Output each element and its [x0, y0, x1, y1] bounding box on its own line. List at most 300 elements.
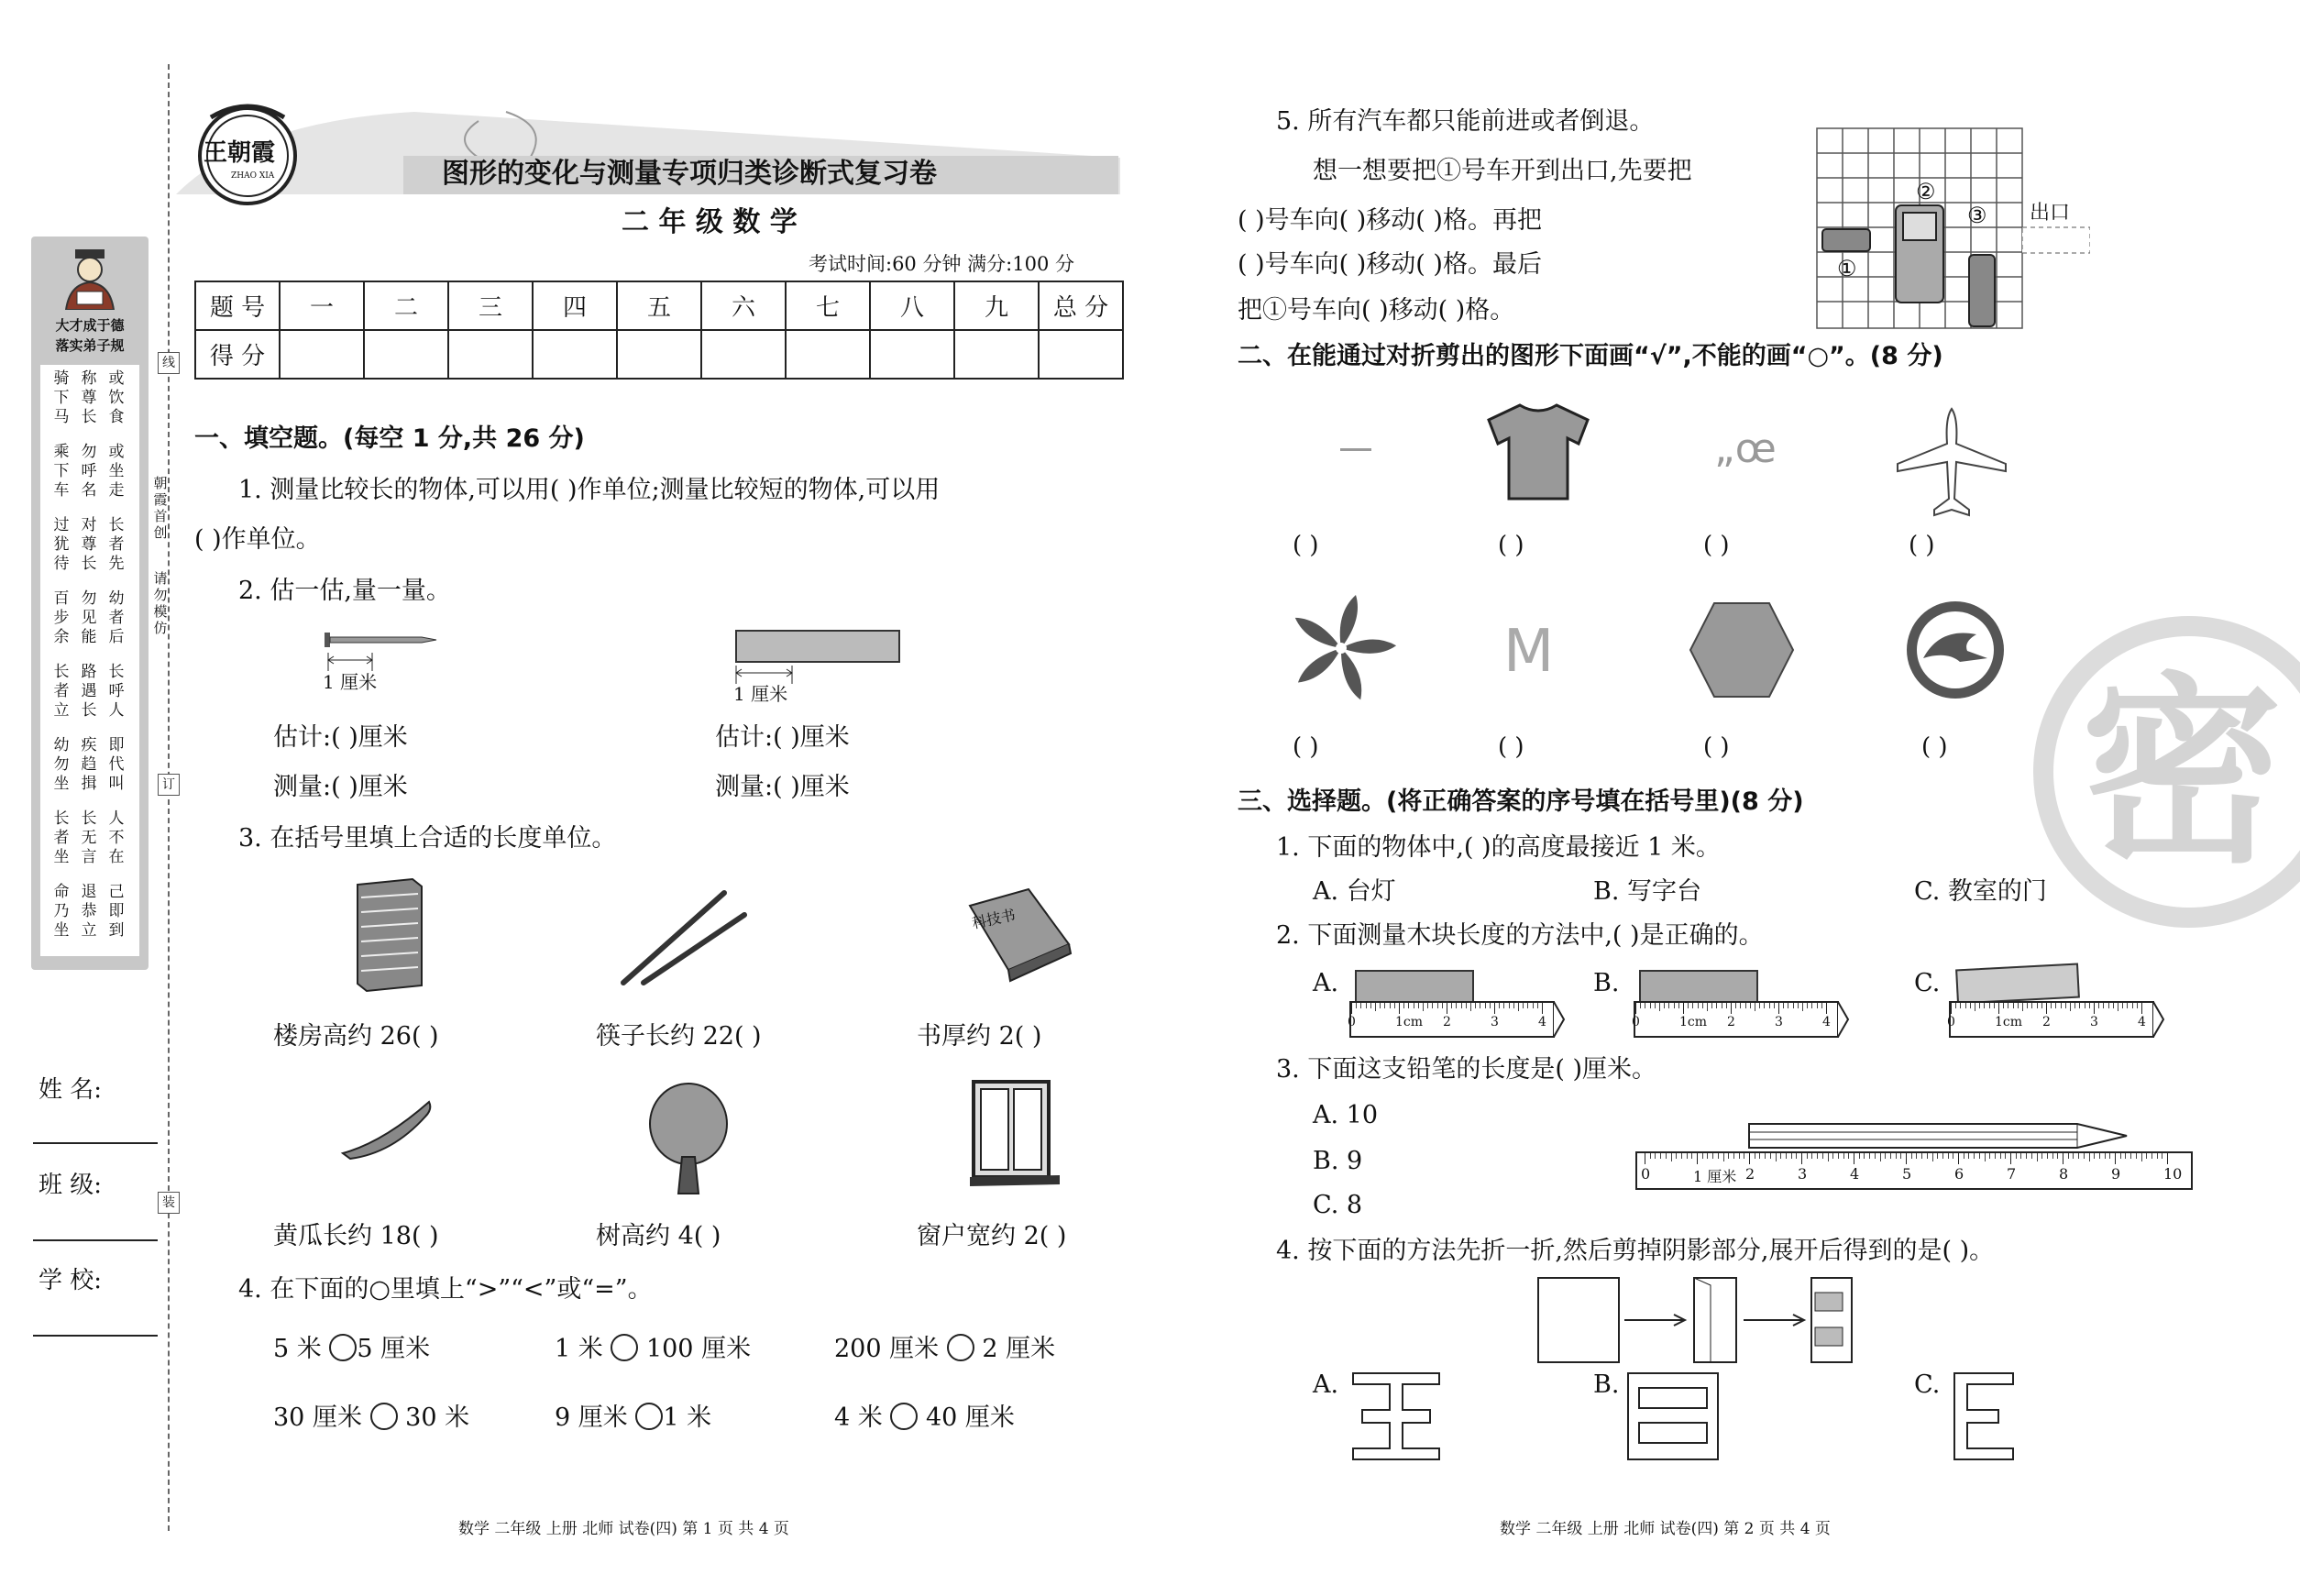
ruler-minor-tick — [1791, 1153, 1792, 1159]
proverb-column: 长者坐 — [53, 809, 70, 866]
ruler-minor-tick — [1783, 1003, 1784, 1008]
ruler-minor-tick — [1490, 1003, 1491, 1008]
ruler-minor-tick — [1911, 1153, 1912, 1159]
ruler-minor-tick — [2105, 1153, 2106, 1159]
ruler-minor-tick — [1994, 1003, 1995, 1008]
s3-q1-option[interactable]: B. 写字台 — [1593, 877, 1702, 906]
ruler-minor-tick — [2089, 1003, 2090, 1008]
ruler-minor-tick — [1916, 1153, 1917, 1159]
ruler-minor-tick — [1811, 1003, 1812, 1008]
class-field[interactable] — [33, 1239, 158, 1241]
m-letter: M — [1503, 618, 1555, 686]
ruler-tick-label: 3 — [1798, 1165, 1808, 1183]
ruler-minor-tick — [2031, 1003, 2032, 1008]
proverb-column: 疾趋揖 — [81, 736, 97, 793]
ruler-minor-tick — [1798, 1003, 1799, 1008]
logo-small-text: ZHAO XIA — [231, 171, 275, 181]
ruler-minor-tick — [2146, 1153, 2147, 1159]
table-header-cell: 一 — [280, 281, 364, 330]
footer-page1: 数学 二年级 上册 北师 试卷(四) 第 1 页 共 4 页 — [458, 1520, 789, 1538]
ruler-minor-tick — [1927, 1153, 1928, 1159]
ruler-minor-tick — [1499, 1003, 1500, 1008]
name-field[interactable] — [33, 1142, 158, 1144]
table-header-cell: 三 — [448, 281, 533, 330]
compare-item: 5 米 5 厘米 — [273, 1335, 431, 1363]
ruler-minor-tick — [1807, 1003, 1808, 1008]
ruler-ticks — [1947, 1003, 2151, 1036]
compare-circle[interactable] — [370, 1403, 398, 1430]
ruler-minor-tick — [1408, 1003, 1409, 1008]
ruler-minor-tick — [1937, 1153, 1938, 1159]
ruler-minor-tick — [1650, 1153, 1651, 1159]
q3-item: 楼房高约 26( ) — [273, 1022, 439, 1051]
ruler-minor-tick — [1509, 1003, 1510, 1008]
answer-blank[interactable]: ( ) — [1703, 733, 1730, 761]
s3-q2-option[interactable]: B. — [1593, 969, 1620, 997]
ruler-tick — [1351, 1003, 1352, 1014]
car-2 — [1896, 205, 1943, 303]
score-table-score-row — [195, 330, 1123, 379]
ruler-minor-tick — [2027, 1003, 2028, 1008]
ruler-minor-tick — [1989, 1003, 1990, 1008]
ruler-minor-tick — [2037, 1153, 2038, 1161]
ruler-tick-label: 1cm — [1995, 1015, 2023, 1029]
score-table-header-row — [195, 281, 1123, 330]
answer-blank[interactable]: ( ) — [1293, 532, 1319, 559]
s3-q1-option[interactable]: C. 教室的门 — [1914, 877, 2047, 906]
ruler-minor-tick — [1437, 1003, 1438, 1008]
q5-line: 把①号车向( )移动( )格。 — [1238, 296, 1515, 325]
s3-q4: 4. 按下面的方法先折一折,然后剪掉阴影部分,展开后得到的是( )。 — [1276, 1237, 1995, 1265]
ruler-minor-tick — [1360, 1003, 1361, 1008]
exit-label: 出口 — [2030, 202, 2071, 225]
score-cell[interactable] — [280, 330, 364, 379]
proverb-column: 长者先 — [108, 516, 125, 573]
ruler-minor-tick — [1817, 1153, 1818, 1159]
ruler-minor-tick — [1380, 1003, 1381, 1008]
ruler-minor-tick — [1726, 1003, 1727, 1008]
q1-line1: 1. 测量比较长的物体,可以用( )作单位;测量比较短的物体,可以用 — [238, 476, 941, 504]
proverb-column: 长无言 — [81, 809, 97, 866]
s3-q1-option[interactable]: A. 台灯 — [1313, 877, 1396, 906]
section1-title: 一、填空题。(每空 1 分,共 26 分) — [194, 424, 585, 453]
proverb-column: 己即到 — [108, 883, 125, 940]
ruler-minor-tick — [1640, 1003, 1641, 1008]
ruler-minor-tick — [1375, 1003, 1376, 1011]
ruler-minor-tick — [1770, 1153, 1771, 1159]
ruler-minor-tick — [1666, 1153, 1667, 1159]
car-label: ① — [1837, 256, 1857, 281]
row-label-cell: 得 分 — [195, 330, 280, 379]
ruler-minor-tick — [2022, 1003, 2023, 1011]
ruler-tick — [1683, 1003, 1684, 1014]
ruler-tick-label: 0 — [1947, 1015, 1955, 1029]
score-cell[interactable] — [1039, 330, 1123, 379]
compare-item: 30 厘米 30 米 — [273, 1403, 470, 1432]
ruler-tick — [1399, 1003, 1400, 1014]
proverb-column: 乘下车 — [53, 443, 70, 500]
ruler-minor-tick — [1366, 1003, 1367, 1008]
watermark-char: 密 — [2081, 655, 2283, 890]
ruler-minor-tick — [2037, 1003, 2038, 1008]
ruler-minor-tick — [1461, 1003, 1462, 1008]
ruler-tick-label: 2 — [1745, 1165, 1755, 1183]
ruler-tick-label: 4 — [1850, 1165, 1860, 1183]
ruler-minor-tick — [2026, 1153, 2027, 1159]
ruler-tick — [1749, 1153, 1750, 1164]
ruler-tick-label: 3 — [1491, 1015, 1499, 1029]
ruler-minor-tick — [1466, 1003, 1467, 1008]
ruler-minor-tick — [2125, 1153, 2126, 1159]
ruler-tick — [1778, 1003, 1779, 1014]
ruler-minor-tick — [2151, 1153, 2152, 1159]
compare-item: 1 米 100 厘米 — [555, 1335, 752, 1363]
ruler-tick — [2046, 1003, 2047, 1014]
ruler-minor-tick — [1698, 1003, 1699, 1008]
ruler-minor-tick — [1859, 1153, 1860, 1159]
ruler-minor-tick — [1688, 1003, 1689, 1008]
fold-mark: 订 — [158, 774, 180, 796]
score-cell[interactable] — [870, 330, 954, 379]
ruler-minor-tick — [1885, 1153, 1886, 1159]
ruler-minor-tick — [1869, 1153, 1870, 1159]
ruler-minor-tick — [1780, 1153, 1781, 1159]
compare-circle[interactable] — [890, 1403, 918, 1430]
ruler-minor-tick — [1769, 1003, 1770, 1008]
score-table — [194, 281, 1124, 380]
ruler-tick-label: 3 — [1775, 1015, 1783, 1029]
bauhinia-icon — [1283, 590, 1399, 706]
ruler-minor-tick — [1659, 1003, 1660, 1011]
ruler-minor-tick — [2079, 1003, 2080, 1008]
ruler-minor-tick — [1475, 1003, 1476, 1008]
ruler-minor-tick — [2070, 1003, 2071, 1011]
ruler-minor-tick — [1759, 1003, 1760, 1008]
ruler-minor-tick — [2061, 1003, 2062, 1008]
score-cell[interactable] — [786, 330, 870, 379]
ruler-minor-tick — [2074, 1003, 2075, 1008]
proverb-column: 称尊长 — [81, 369, 97, 426]
q4-title: 4. 在下面的○里填上“>”“<”或“=”。 — [238, 1275, 653, 1304]
ruler-minor-tick — [1807, 1153, 1808, 1159]
vertical-note: 朝霞首创 — [153, 475, 168, 541]
ruler-minor-tick — [1765, 1153, 1766, 1159]
ruler-tick — [1826, 1003, 1827, 1014]
ruler-minor-tick — [2020, 1153, 2021, 1159]
school-field[interactable] — [33, 1335, 158, 1337]
score-cell[interactable] — [533, 330, 617, 379]
ruler-minor-tick — [2005, 1153, 2006, 1159]
ruler-minor-tick — [2122, 1003, 2123, 1008]
compare-item: 9 厘米 1 米 — [555, 1403, 712, 1432]
ruler-minor-tick — [1890, 1153, 1891, 1159]
ruler-minor-tick — [1712, 1153, 1713, 1159]
proverb-column: 勿见能 — [81, 589, 97, 646]
ruler-tick — [2094, 1003, 2095, 1014]
skoda-logo-icon — [1903, 598, 2008, 702]
answer-blank[interactable]: ( ) — [1293, 733, 1319, 761]
ruler-minor-tick — [1650, 1003, 1651, 1008]
proverb-column: 人不在 — [108, 809, 125, 866]
ruler-minor-tick — [1989, 1153, 1990, 1159]
ruler-minor-tick — [1681, 1153, 1682, 1159]
ruler-tick — [2167, 1153, 2168, 1164]
ruler-minor-tick — [1671, 1153, 1672, 1161]
measure-1: 测量:( )厘米 — [273, 773, 408, 801]
s3-q2-option[interactable]: C. — [1914, 969, 1941, 997]
ruler-minor-tick — [1793, 1003, 1794, 1008]
ruler-minor-tick — [2073, 1153, 2074, 1159]
ruler-minor-tick — [2047, 1153, 2048, 1159]
pencil-icon — [1747, 1120, 2132, 1151]
long-ruler-ticks — [1641, 1153, 2183, 1190]
class-label: 班 级: — [39, 1172, 103, 1199]
wood-block — [1639, 970, 1758, 1005]
oe-letters: „œ — [1714, 425, 1777, 472]
ruler-tick — [2010, 1153, 2011, 1164]
ruler-tick-label: 4 — [1538, 1015, 1546, 1029]
score-cell[interactable] — [364, 330, 448, 379]
q3-item: 筷子长约 22( ) — [596, 1022, 762, 1051]
ruler-minor-tick — [1427, 1003, 1428, 1008]
ruler-tick-label: 2 — [1727, 1015, 1735, 1029]
ruler-minor-tick — [1370, 1003, 1371, 1008]
ruler-tick-label: 4 — [1822, 1015, 1831, 1029]
s3-q3-option[interactable]: A. 10 — [1313, 1101, 1379, 1129]
table-header-cell: 八 — [870, 281, 954, 330]
ruler-tick — [1494, 1003, 1495, 1014]
ruler-tick-label: 0 — [1348, 1015, 1356, 1029]
proverb-column: 对尊长 — [81, 516, 97, 573]
compare-circle[interactable] — [611, 1334, 638, 1361]
ruler-minor-tick — [1442, 1003, 1443, 1008]
wood-block — [1955, 963, 2080, 1005]
proverb-column: 幼勿坐 — [53, 736, 70, 793]
ruler-minor-tick — [2055, 1003, 2056, 1008]
ruler-minor-tick — [1960, 1003, 1961, 1008]
ruler-minor-tick — [1655, 1003, 1656, 1008]
ruler-minor-tick — [1995, 1153, 1996, 1159]
proverb-column: 路遇长 — [81, 663, 97, 720]
s3-q4-option[interactable]: B. — [1593, 1370, 1620, 1399]
scholar-icon — [53, 244, 127, 310]
ruler-tick — [1998, 1003, 1999, 1014]
ruler-minor-tick — [1418, 1003, 1419, 1008]
ruler-minor-tick — [1942, 1153, 1943, 1159]
q3-title: 3. 在括号里填上合适的长度单位。 — [238, 824, 617, 853]
ruler-minor-tick — [1456, 1003, 1457, 1008]
proverb-column: 勿呼名 — [81, 443, 97, 500]
ruler-minor-tick — [2013, 1003, 2014, 1008]
ruler-minor-tick — [1687, 1153, 1688, 1159]
table-header-cell: 总 分 — [1039, 281, 1123, 330]
fold-mark: 装 — [158, 1192, 180, 1214]
ruler-minor-tick — [2051, 1003, 2052, 1008]
ruler-minor-tick — [1674, 1003, 1675, 1008]
binding-dashed-line — [168, 64, 170, 1531]
answer-blank[interactable]: ( ) — [1921, 733, 1948, 761]
ruler-minor-tick — [2016, 1153, 2017, 1159]
ruler-minor-tick — [1955, 1003, 1956, 1008]
ruler-tick — [1731, 1003, 1732, 1014]
ruler-minor-tick — [1384, 1003, 1385, 1008]
cucumber-icon — [337, 1096, 438, 1161]
ruler-minor-tick — [1843, 1153, 1844, 1159]
q5-line: ( )号车向( )移动( )格。最后 — [1238, 250, 1542, 279]
ruler-minor-tick — [1948, 1153, 1949, 1159]
s3-q4-option[interactable]: C. — [1914, 1370, 1941, 1399]
ruler-tick-label: 2 — [1443, 1015, 1451, 1029]
ruler-minor-tick — [1702, 1003, 1703, 1008]
compare-circle[interactable] — [329, 1334, 357, 1361]
ruler-minor-tick — [1764, 1003, 1765, 1008]
ruler-ticks — [1348, 1003, 1551, 1036]
answer-blank[interactable]: ( ) — [1909, 532, 1935, 559]
ruler-minor-tick — [1984, 1003, 1985, 1008]
ruler-minor-tick — [1692, 1003, 1693, 1008]
ruler-minor-tick — [2003, 1003, 2004, 1008]
ruler-minor-tick — [1664, 1003, 1665, 1008]
ruler-minor-tick — [2041, 1003, 2042, 1008]
s3-q1: 1. 下面的物体中,( )的高度最接近 1 米。 — [1276, 833, 1721, 862]
ruler-minor-tick — [1811, 1153, 1812, 1159]
ruler-tick-label: 9 — [2111, 1165, 2121, 1183]
ruler-minor-tick — [2065, 1003, 2066, 1008]
car-label: ② — [1916, 179, 1936, 204]
q2-title: 2. 估一估,量一量。 — [238, 577, 451, 605]
q3-item: 树高约 4( ) — [596, 1222, 721, 1250]
compare-item: 200 厘米 2 厘米 — [834, 1335, 1056, 1363]
ruler-tick — [2115, 1153, 2116, 1164]
answer-blank[interactable]: ( ) — [1703, 532, 1730, 559]
ruler-minor-tick — [1518, 1003, 1519, 1011]
ruler-tick-label: 5 — [1902, 1165, 1912, 1183]
ruler-minor-tick — [2136, 1153, 2137, 1159]
ruler-minor-tick — [1970, 1003, 1971, 1008]
ruler-minor-tick — [1875, 1153, 1876, 1159]
q3-item: 书厚约 2( ) — [917, 1022, 1042, 1051]
ruler-minor-tick — [1470, 1003, 1471, 1011]
s3-q3-option[interactable]: C. 8 — [1313, 1191, 1363, 1219]
proverb-column: 或饮食 — [108, 369, 125, 426]
ruler-tick-label: 7 — [2007, 1165, 2017, 1183]
building-icon — [348, 875, 431, 995]
logo-text: 王朝霞 — [204, 139, 276, 167]
s3-q3-option[interactable]: B. 9 — [1313, 1147, 1363, 1175]
option-c-shape — [1953, 1371, 2017, 1463]
ruler-tick — [1542, 1003, 1543, 1014]
ruler-ticks — [1632, 1003, 1835, 1036]
ruler-minor-tick — [1979, 1003, 1980, 1008]
s3-q4-option[interactable]: A. — [1313, 1370, 1339, 1399]
proverb-column: 幼者后 — [108, 589, 125, 646]
compare-circle[interactable] — [947, 1334, 974, 1361]
answer-blank[interactable]: ( ) — [1498, 532, 1524, 559]
ruler-minor-tick — [1537, 1003, 1538, 1008]
ruler-minor-tick — [1655, 1153, 1656, 1159]
ruler-minor-tick — [1394, 1003, 1395, 1008]
compare-circle[interactable] — [635, 1403, 663, 1430]
estimate-1: 估计:( )厘米 — [273, 723, 408, 752]
ruler-minor-tick — [2103, 1003, 2104, 1008]
proverb-column: 命乃坐 — [53, 883, 70, 940]
table-header-cell: 五 — [617, 281, 701, 330]
ruler-minor-tick — [1821, 1003, 1822, 1008]
motto-line: 落实弟子规 — [55, 337, 125, 354]
ruler-minor-tick — [1668, 1003, 1669, 1008]
score-cell[interactable] — [448, 330, 533, 379]
ruler-minor-tick — [1796, 1153, 1797, 1159]
ruler-minor-tick — [2132, 1003, 2133, 1008]
ruler-minor-tick — [1932, 1153, 1933, 1161]
s3-q2: 2. 下面测量木块长度的方法中,( )是正确的。 — [1276, 921, 1764, 950]
ruler-minor-tick — [1880, 1153, 1881, 1161]
answer-blank[interactable]: ( ) — [1498, 733, 1524, 761]
car-3 — [1969, 255, 1995, 326]
chopsticks-icon — [616, 887, 754, 988]
ruler-minor-tick — [1776, 1153, 1777, 1161]
ruler-tick — [2141, 1003, 2142, 1014]
ruler-minor-tick — [1740, 1003, 1741, 1008]
ruler-minor-tick — [1745, 1003, 1746, 1008]
ruler-minor-tick — [2141, 1153, 2142, 1161]
score-cell[interactable] — [617, 330, 701, 379]
vertical-note: 请勿模仿 — [153, 570, 168, 636]
ruler-tick-label: 3 — [2090, 1015, 2098, 1029]
ruler-minor-tick — [2127, 1003, 2128, 1008]
car-label: ③ — [1967, 203, 1987, 228]
s3-q2-option[interactable]: A. — [1313, 969, 1339, 997]
ruler-minor-tick — [2137, 1003, 2138, 1008]
ruler-tick-label: 0 — [1641, 1165, 1651, 1183]
ruler-minor-tick — [1676, 1153, 1677, 1159]
unit-label-2: 1 厘米 — [733, 683, 788, 705]
proverb-column: 或坐走 — [108, 443, 125, 500]
ruler-tick-label: 6 — [1954, 1165, 1964, 1183]
ruler-minor-tick — [1356, 1003, 1357, 1008]
ruler-minor-tick — [1527, 1003, 1528, 1008]
fold-diagram — [1536, 1274, 1876, 1366]
book-label: 科技书 — [970, 906, 1018, 932]
ruler-minor-tick — [2098, 1003, 2099, 1008]
ruler-minor-tick — [2031, 1153, 2032, 1159]
measure-2: 测量:( )厘米 — [715, 773, 850, 801]
ruler-minor-tick — [1832, 1153, 1833, 1159]
shirt-icon — [1485, 402, 1591, 502]
q5-line: ( )号车向( )移动( )格。再把 — [1238, 206, 1542, 235]
window-icon — [968, 1078, 1065, 1188]
table-header-cell: 七 — [786, 281, 870, 330]
ruler-minor-tick — [1707, 1003, 1708, 1011]
ruler-minor-tick — [1711, 1003, 1712, 1008]
unit-label-1: 1 厘米 — [323, 671, 378, 693]
ruler-minor-tick — [1733, 1153, 1734, 1159]
score-cell[interactable] — [701, 330, 786, 379]
ruler-minor-tick — [2000, 1153, 2001, 1159]
ruler-minor-tick — [1968, 1153, 1969, 1159]
table-header-cell: 四 — [533, 281, 617, 330]
ruler-minor-tick — [1750, 1003, 1751, 1008]
ruler-minor-tick — [1921, 1153, 1922, 1159]
ruler-minor-tick — [1838, 1153, 1839, 1159]
ruler-minor-tick — [1965, 1003, 1966, 1008]
ruler-minor-tick — [1718, 1153, 1719, 1159]
ruler-minor-tick — [2089, 1153, 2090, 1161]
ruler-minor-tick — [1716, 1003, 1717, 1008]
score-cell[interactable] — [954, 330, 1039, 379]
table-header-cell: 二 — [364, 281, 448, 330]
name-label: 姓 名: — [39, 1076, 103, 1104]
